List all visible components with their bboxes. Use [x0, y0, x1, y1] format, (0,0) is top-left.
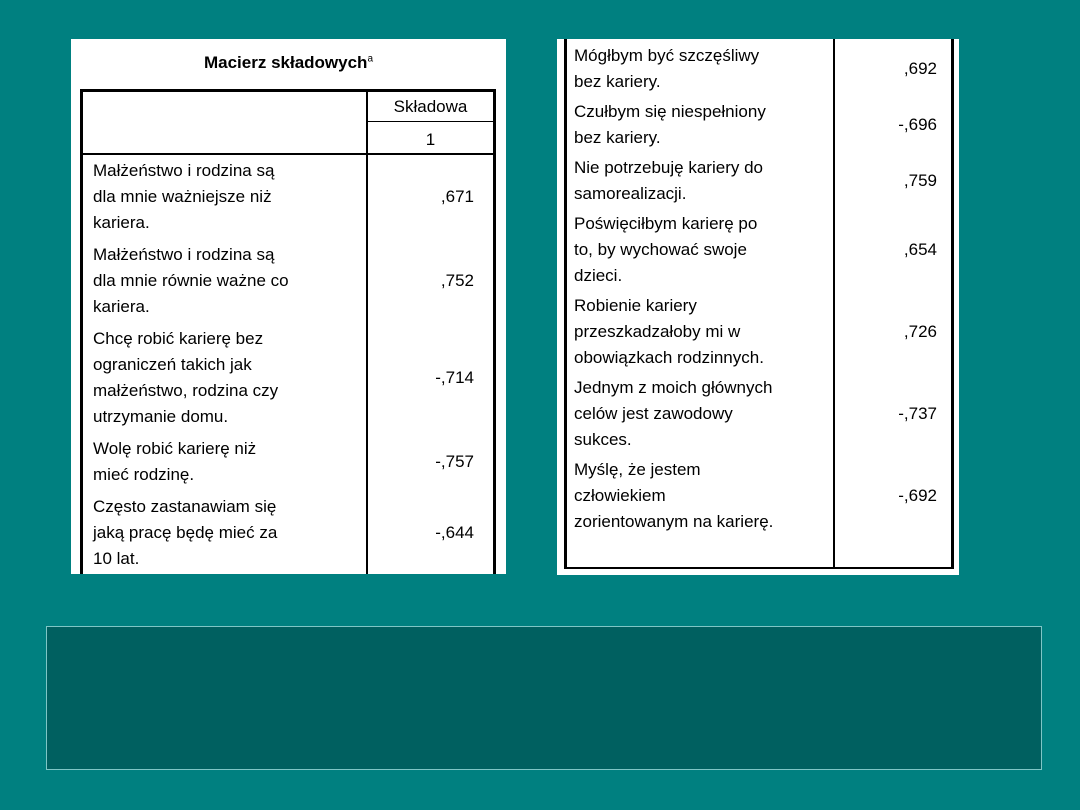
table-bottom-border: [564, 567, 954, 569]
table-row: [71, 155, 506, 239]
row-label-line: zorientowanym na karierę.: [574, 512, 774, 531]
row-label-line: kariera.: [93, 297, 150, 316]
row-value: ,759: [903, 171, 937, 190]
row-label-line: sukces.: [574, 430, 632, 449]
table-row: [557, 209, 959, 291]
row-label-line: celów jest zawodowy: [574, 404, 733, 423]
row-label-line: Chcę robić karierę bez: [93, 329, 264, 348]
row-label-line: dzieci.: [574, 266, 623, 285]
table-title-text: Macierz składowych: [203, 53, 368, 72]
row-label-line: utrzymanie domu.: [93, 407, 229, 426]
table-row: [557, 455, 959, 537]
row-value: ,654: [903, 240, 937, 259]
row-value: -,757: [435, 452, 474, 471]
row-label-line: Poświęciłbym karierę po: [574, 214, 758, 233]
table-row: [71, 323, 506, 433]
row-label-line: Małżeństwo i rodzina są: [93, 161, 275, 180]
row-label-line: Nie potrzebuję kariery do: [574, 158, 763, 177]
row-label-line: dla mnie ważniejsze niż: [93, 187, 272, 206]
row-value: -,644: [435, 523, 474, 542]
row-label-line: człowiekiem: [574, 486, 666, 505]
row-label-line: bez kariery.: [574, 128, 661, 147]
table-title: [71, 53, 506, 73]
row-label-line: bez kariery.: [574, 72, 661, 91]
table-row: [71, 239, 506, 323]
row-value: ,726: [903, 322, 937, 341]
table-row: [557, 153, 959, 209]
row-label-line: jaką pracę będę mieć za: [93, 523, 278, 542]
row-label-line: Czułbym się niespełniony: [574, 102, 766, 121]
row-label-line: samorealizacji.: [574, 184, 687, 203]
row-value: -,696: [898, 115, 937, 134]
row-label-line: Myślę, że jestem: [574, 460, 701, 479]
table-row: [557, 373, 959, 455]
table-row: [71, 491, 506, 574]
row-label-line: małżeństwo, rodzina czy: [93, 381, 279, 400]
component-matrix-table-right: [557, 39, 959, 575]
table-row: [557, 291, 959, 373]
row-label-line: dla mnie równie ważne co: [93, 271, 289, 290]
row-value: ,752: [440, 271, 474, 290]
row-label-line: mieć rodzinę.: [93, 465, 195, 484]
row-value: -,714: [435, 368, 474, 387]
row-label-line: ograniczeń takich jak: [93, 355, 252, 374]
table-row: [557, 97, 959, 153]
row-label-line: kariera.: [93, 213, 150, 232]
row-label-line: Robienie kariery: [574, 296, 697, 315]
column-number: 1: [425, 130, 436, 149]
row-label-line: Mógłbym być szczęśliwy: [574, 46, 760, 65]
row-value: -,737: [898, 404, 937, 423]
row-label-line: Często zastanawiam się: [93, 497, 277, 516]
row-value: -,692: [898, 486, 937, 505]
row-label-line: Jednym z moich głównych: [574, 378, 773, 397]
row-value: ,671: [440, 187, 474, 206]
header-divider: [366, 121, 495, 122]
table-row: [557, 41, 959, 97]
row-label-line: obowiązkach rodzinnych.: [574, 348, 764, 367]
table-top-border: [80, 89, 496, 92]
row-label-line: przeszkadzałoby mi w: [574, 322, 741, 341]
row-label-line: 10 lat.: [93, 549, 140, 568]
column-header: Składowa: [393, 97, 468, 116]
row-label-line: Wolę robić karierę niż: [93, 439, 257, 458]
row-label-line: Małżeństwo i rodzina są: [93, 245, 275, 264]
row-value: ,692: [903, 59, 937, 78]
row-label-line: to, by wychować swoje: [574, 240, 747, 259]
component-matrix-table-left: [71, 39, 506, 574]
note-box: [46, 626, 1042, 770]
table-row: [71, 433, 506, 491]
table-title-superscript: a: [367, 53, 374, 65]
